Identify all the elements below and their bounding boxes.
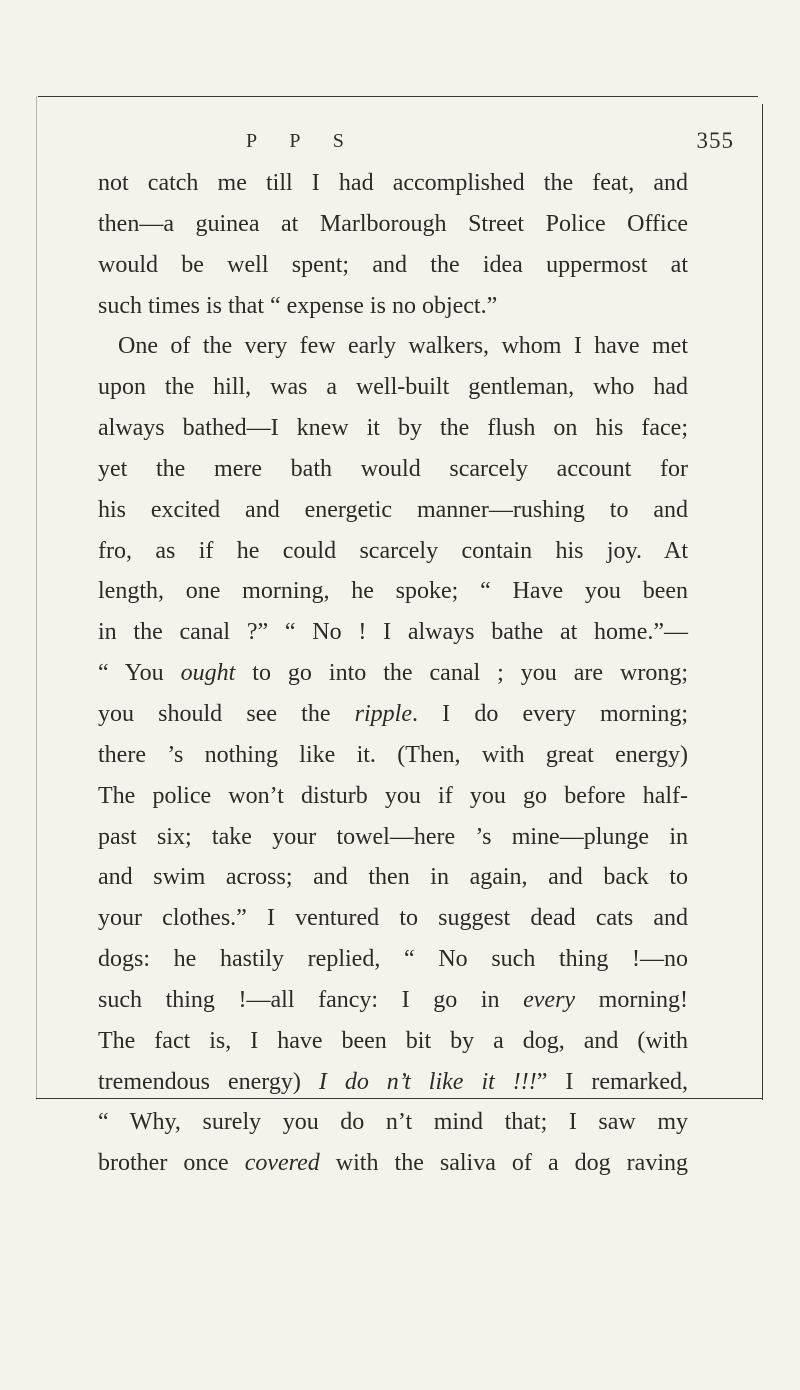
text-line: past six; take your towel—here ’s mine—plunge in: [98, 823, 688, 850]
italic-text: ought: [180, 660, 236, 687]
text-line: The fact is, I have been bit by a dog, and (with: [98, 1027, 688, 1054]
text-line: “ You ought to go into the canal ; you are wrong;: [98, 660, 688, 687]
text-line: The police won’t disturb you if you go before half-: [98, 782, 688, 809]
text-line: fro, as if he could scarcely contain his joy. At: [98, 537, 688, 564]
text-line: and swim across; and then in again, and back to: [98, 864, 688, 891]
text-line: brother once covered with the saliva of a dog raving: [98, 1150, 688, 1177]
text-line: upon the hill, was a well-built gentleman, who had: [98, 374, 688, 401]
text-line: in the canal ?” “ No ! I always bathe at home.”—: [98, 619, 688, 646]
text-line: such times is that “ expense is no object.”: [98, 292, 498, 319]
text-line: then—a guinea at Marlborough Street Police Office: [98, 210, 688, 237]
text-line: dogs: he hastily replied, “ No such thing !—no: [98, 946, 688, 973]
page-border-left: [36, 96, 37, 1100]
text-line: yet the mere bath would scarcely account for: [98, 455, 688, 482]
italic-text: I do n’t like it !!!: [318, 1068, 537, 1095]
text-line: his excited and energetic manner—rushing to and: [98, 496, 688, 523]
italic-text: every: [523, 986, 576, 1013]
page-number: 355: [696, 128, 734, 153]
text-line: length, one morning, he spoke; “ Have you been: [98, 578, 688, 605]
text-line: you should see the ripple. I do every morning;: [98, 700, 688, 727]
page-border-top: [38, 96, 758, 97]
italic-text: covered: [244, 1150, 320, 1177]
text-line: such thing !—all fancy: I go in every morning!: [98, 986, 688, 1013]
text-line: not catch me till I had accomplished the feat, and: [98, 170, 688, 196]
text-line: always bathed—I knew it by the flush on his face;: [98, 415, 688, 442]
italic-text: ripple: [354, 700, 412, 727]
page-border-right: [762, 104, 763, 1100]
text-line: your clothes.” I ventured to suggest dead cats and: [98, 905, 688, 932]
running-head: P P S: [246, 130, 358, 152]
text-line: “ Why, surely you do n’t mind that; I saw my: [98, 1109, 688, 1136]
body-text: [98, 163, 688, 1184]
text-line: One of the very few early walkers, whom I have met: [118, 333, 688, 360]
text-line: there ’s nothing like it. (Then, with great energy): [98, 741, 688, 768]
text-line: tremendous energy) I do n’t like it !!!” I remarked,: [98, 1068, 688, 1095]
text-line: would be well spent; and the idea uppermost at: [98, 251, 688, 278]
